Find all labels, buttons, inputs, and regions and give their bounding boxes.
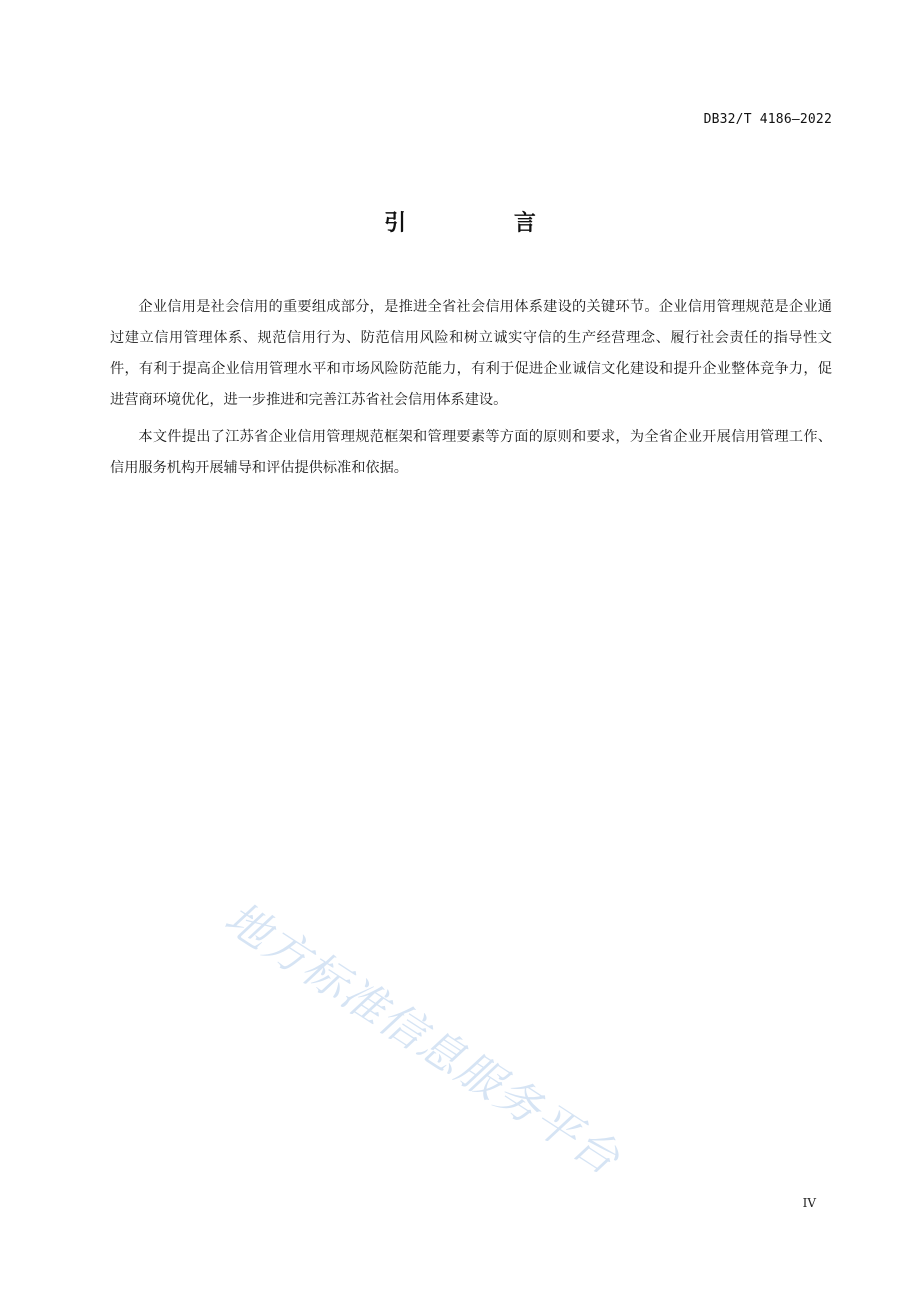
body-paragraph: 本文件提出了江苏省企业信用管理规范框架和管理要素等方面的原则和要求，为全省企业开展信用管理工作、信用服务机构开展辅导和评估提供标准和依据。: [110, 429, 832, 476]
watermark: 地方标准信息服务平台: [215, 892, 630, 1186]
document-code: DB32/T 4186—2022: [703, 112, 832, 127]
page-number: IV: [802, 1196, 816, 1210]
document-body: [110, 292, 832, 490]
page-title: 引 言: [384, 211, 586, 236]
body-paragraph: 企业信用是社会信用的重要组成部分，是推进全省社会信用体系建设的关键环节。企业信用管理规范是企业通过建立信用管理体系、规范信用行为、防范信用风险和树立诚实守信的生产经营理念、履行社会责任的指导性文件，有利于提高企业信用管理水平和市场风险防范能力，有利于促进企业诚信文化建设和提升企业整体竞争力，促进营商环境优化，进一步推进和完善江苏省社会信用体系建设。: [110, 299, 832, 408]
